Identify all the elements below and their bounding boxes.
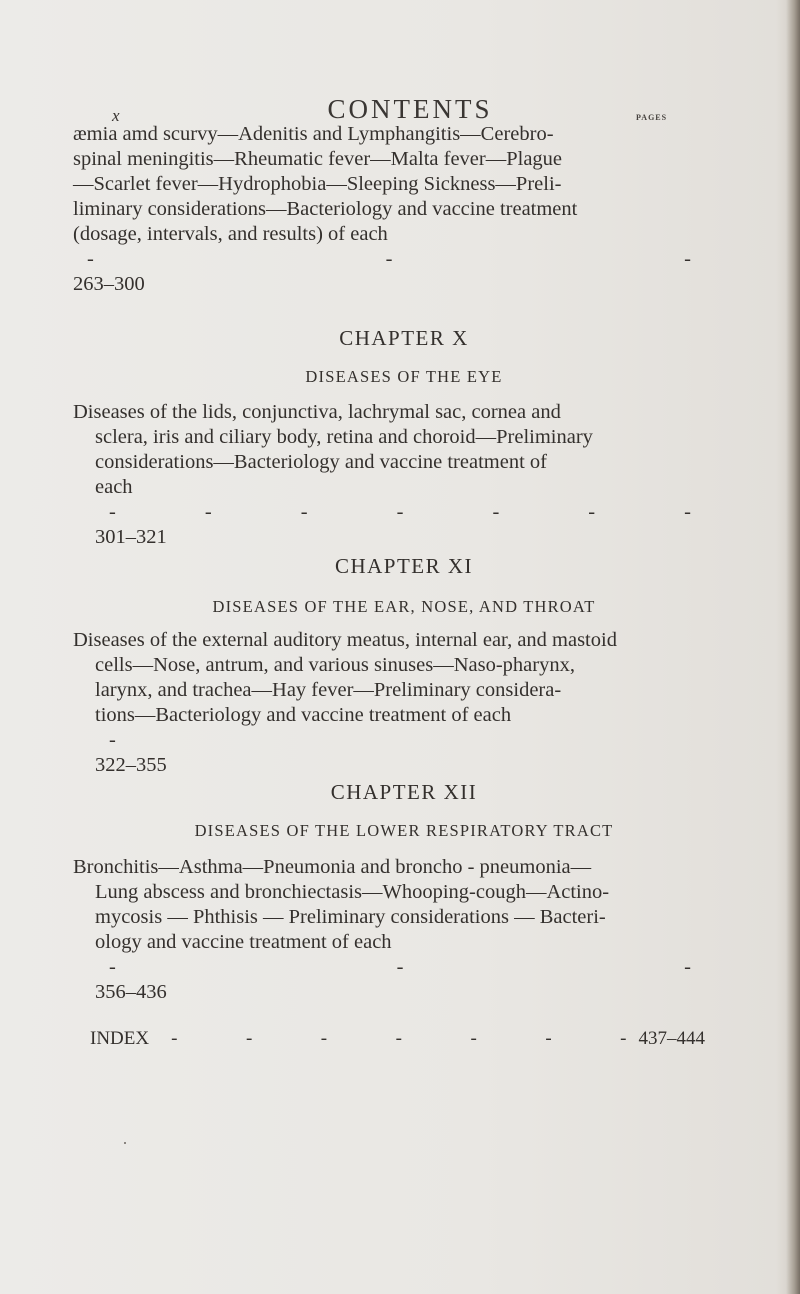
chapter-heading: CHAPTER X — [339, 326, 469, 350]
page-range: 356–436 — [95, 981, 167, 1003]
entry-line: considerations—Bacteriology and vaccine treatment of — [95, 451, 547, 473]
page-binding-edge — [786, 0, 800, 1294]
chapter-subheading: DISEASES OF THE EAR, NOSE, AND THROAT — [212, 597, 596, 616]
entry-line: sclera, iris and ciliary body, retina and choroid—Preliminary — [95, 426, 593, 448]
page-range: 263–300 — [73, 273, 145, 295]
entry-line-text: ology and vaccine treatment of each — [95, 931, 392, 953]
page-range: 301–321 — [95, 526, 167, 548]
chapter-subheading: DISEASES OF THE EYE — [305, 367, 503, 386]
dot-leader: - - - - - - - — [109, 501, 691, 523]
toc-entry-index — [90, 1028, 705, 1050]
chapter-heading: CHAPTER XII — [330, 780, 478, 804]
entry-line: Diseases of the external auditory meatus, internal ear, and mastoid — [73, 629, 617, 651]
toc-entry-chapter-xii — [73, 855, 703, 1005]
entry-line: liminary considerations—Bacteriology and vaccine treatment — [73, 198, 578, 220]
paper-speck — [124, 1142, 126, 1144]
chapter-heading: CHAPTER XI — [334, 554, 474, 578]
toc-entry-chapter-x — [73, 400, 703, 550]
entry-last-line — [73, 703, 703, 778]
entry-line: æmia amd scurvy—Adenitis and Lymphangitis—Cerebro- — [73, 123, 554, 145]
page-number: x — [112, 106, 120, 125]
dot-leader: - - - — [87, 248, 691, 270]
entry-line: larynx, and trachea—Hay fever—Preliminary considera- — [95, 679, 562, 701]
running-head-title: CONTENTS — [327, 94, 493, 124]
entry-line: spinal meningitis—Rheumatic fever—Malta fever—Plague — [73, 148, 563, 170]
page-range: 322–355 — [95, 754, 167, 776]
entry-last-line — [73, 930, 703, 1005]
entry-line: mycosis — Phthisis — Preliminary considerations — Bacteri- — [95, 906, 606, 928]
entry-last-line — [73, 222, 703, 297]
toc-entry-continued — [73, 122, 703, 297]
entry-line-text: (dosage, intervals, and results) of each — [73, 223, 388, 245]
entry-last-line — [73, 475, 703, 550]
dot-leader: - — [109, 729, 116, 751]
chapter-subheading: DISEASES OF THE LOWER RESPIRATORY TRACT — [194, 821, 614, 840]
pages-column-label: PAGES — [636, 113, 668, 122]
index-label: INDEX — [90, 1028, 150, 1049]
page-range: 437–444 — [638, 1028, 705, 1049]
entry-line: Diseases of the lids, conjunctiva, lachrymal sac, cornea and — [73, 401, 561, 423]
entry-line-text: each — [95, 476, 133, 498]
entry-line: Lung abscess and bronchiectasis—Whooping-cough—Actino- — [95, 881, 610, 903]
entry-line: cells—Nose, antrum, and various sinuses—Naso-pharynx, — [95, 654, 575, 676]
toc-entry-chapter-xi — [73, 628, 703, 778]
entry-line: —Scarlet fever—Hydrophobia—Sleeping Sickness—Preli- — [73, 173, 562, 195]
entry-line-text: tions—Bacteriology and vaccine treatment of each — [95, 704, 512, 726]
dot-leader: - - - - - - - — [171, 1028, 627, 1049]
dot-leader: - - - — [109, 956, 691, 978]
entry-line: Bronchitis—Asthma—Pneumonia and broncho - pneumonia— — [73, 856, 592, 878]
